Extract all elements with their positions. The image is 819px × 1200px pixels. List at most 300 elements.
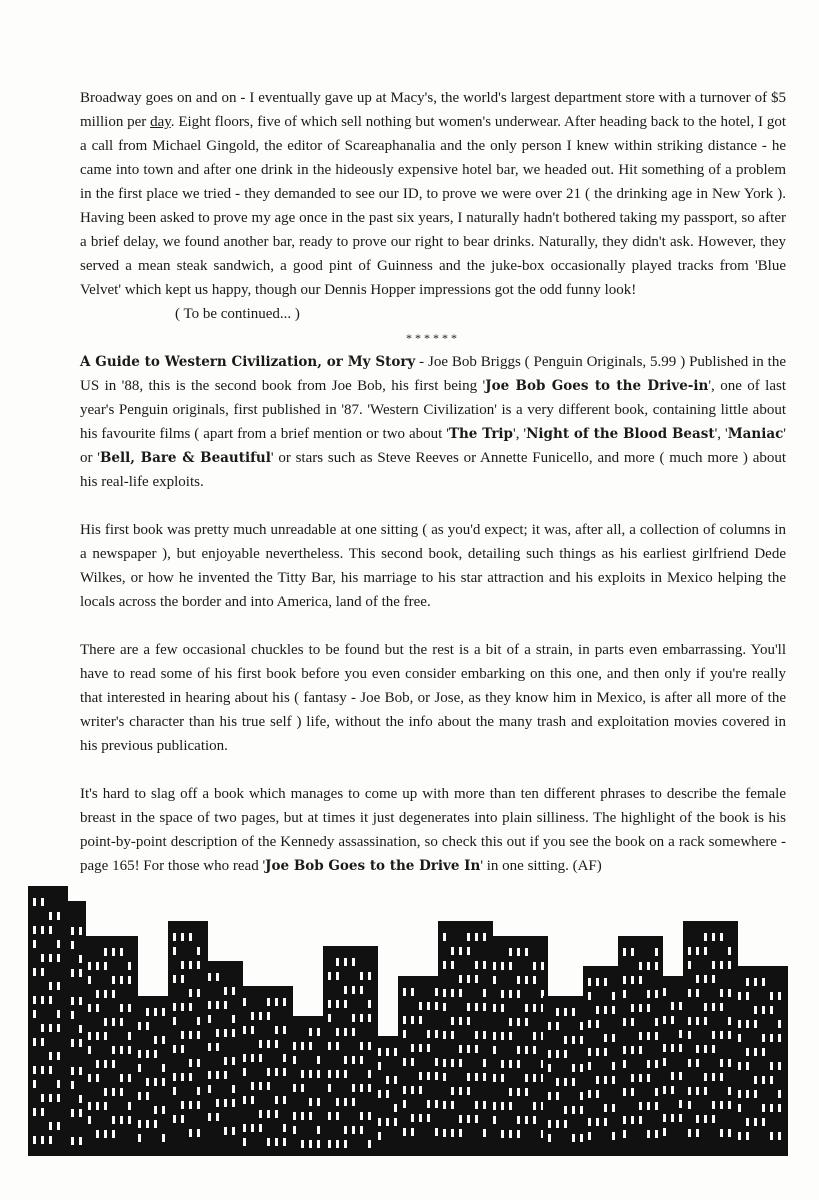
window <box>746 1062 749 1070</box>
window <box>720 1059 723 1067</box>
window <box>71 941 74 949</box>
window <box>663 1114 666 1122</box>
window <box>336 958 339 966</box>
text-run: . Eight floors, five of which sell nothing but women's underwear. After heading back to the hotel, I got a call from Michael Gingold, the editor of Scareaphanalia and the only person I knew within striking distance - he came into town and after one drink in the hideously expensive hotel bar, we headed out. Hit something of a problem in the first place we tried - they demanded to see our ID, to prove we were over 21 ( the drinking age in New York ). Having been asked to prove my age once in the past six years, I naturally hadn't bothered taking my passport, so after a brief delay, we found another bar, ready to prove our right to bear drinks. Naturally, they didn't ask. However, they served a mean steak sandwich, a good pint of Guinness and the juke-box occasionally played tracks from 'Blue Velvet' which kept us happy, though our Dennis Hopper impressions got the odd funny look! <box>80 114 786 298</box>
window <box>208 1071 211 1079</box>
review-paragraph-3 <box>80 638 786 758</box>
window <box>720 1003 723 1011</box>
window <box>770 1076 773 1084</box>
window <box>309 1042 312 1050</box>
window <box>533 1102 536 1110</box>
window <box>596 1006 599 1014</box>
window <box>267 1138 270 1146</box>
window <box>328 1070 331 1078</box>
window <box>501 1032 504 1040</box>
window <box>154 1120 157 1128</box>
window <box>427 1072 430 1080</box>
window <box>96 1004 99 1012</box>
window <box>41 996 44 1004</box>
window <box>704 975 707 983</box>
window <box>352 1056 355 1064</box>
window <box>224 1071 227 1079</box>
window <box>173 1087 176 1095</box>
window <box>631 1088 634 1096</box>
window <box>509 1060 512 1068</box>
text-run: It's hard to slag off a book which manages to come up with more than ten different phrases to describe the female breast in the space of two pages, but at times it just degenerates into plain silliness. The highlight of the book is his point-by-point description of the Kennedy assassination, so check this out if you see the book on a rack somewhere - page 165! For those who read ' <box>80 786 786 874</box>
travel-paragraph <box>80 86 786 302</box>
window <box>467 1115 470 1123</box>
window <box>128 1032 131 1040</box>
window <box>663 1044 666 1052</box>
window <box>138 1120 141 1128</box>
window <box>71 1067 74 1075</box>
window <box>483 1129 486 1137</box>
window <box>259 1124 262 1132</box>
window <box>704 1045 707 1053</box>
window <box>612 1104 615 1112</box>
window <box>746 1118 749 1126</box>
window <box>525 1046 528 1054</box>
window <box>79 1109 82 1117</box>
window <box>548 1022 551 1030</box>
window <box>467 1073 470 1081</box>
window <box>770 1104 773 1112</box>
window <box>738 1062 741 1070</box>
window <box>564 1008 567 1016</box>
window <box>679 1114 682 1122</box>
window <box>138 1064 141 1072</box>
window <box>208 1043 211 1051</box>
window <box>720 989 723 997</box>
window <box>517 1060 520 1068</box>
window <box>696 1017 699 1025</box>
window <box>146 1120 149 1128</box>
window <box>754 1006 757 1014</box>
window <box>483 1031 486 1039</box>
window <box>104 1032 107 1040</box>
window <box>580 1134 583 1142</box>
window <box>762 1076 765 1084</box>
window <box>548 1120 551 1128</box>
window <box>647 990 650 998</box>
window <box>623 1060 626 1068</box>
window <box>564 1106 567 1114</box>
window <box>33 926 36 934</box>
window <box>49 1066 52 1074</box>
window <box>224 1057 227 1065</box>
bold-title-text: Bell, Bare & Beautiful <box>99 450 271 466</box>
window <box>762 1048 765 1056</box>
window <box>251 1096 254 1104</box>
window <box>588 1048 591 1056</box>
window <box>309 1112 312 1120</box>
window <box>596 1020 599 1028</box>
window <box>728 947 731 955</box>
window <box>712 1073 715 1081</box>
window <box>631 1018 634 1026</box>
window <box>728 1129 731 1137</box>
window <box>403 988 406 996</box>
window <box>556 1092 559 1100</box>
window <box>293 1112 296 1120</box>
window <box>41 1136 44 1144</box>
window <box>778 1132 781 1140</box>
window <box>368 1014 371 1022</box>
window <box>154 1036 157 1044</box>
window <box>443 933 446 941</box>
window <box>197 1101 200 1109</box>
window <box>762 1006 765 1014</box>
window <box>368 1070 371 1078</box>
window <box>671 1002 674 1010</box>
window <box>419 1086 422 1094</box>
window <box>647 1074 650 1082</box>
window <box>704 1003 707 1011</box>
window <box>259 1012 262 1020</box>
window <box>267 1012 270 1020</box>
window <box>336 1140 339 1148</box>
section-separator: ****** <box>406 331 460 345</box>
window <box>720 1073 723 1081</box>
window <box>128 962 131 970</box>
window <box>459 975 462 983</box>
window <box>612 1034 615 1042</box>
window <box>301 1042 304 1050</box>
text-run: ' in one sitting. (AF) <box>480 858 602 874</box>
window <box>778 1034 781 1042</box>
window <box>533 962 536 970</box>
window <box>623 1046 626 1054</box>
window <box>631 976 634 984</box>
window <box>96 1060 99 1068</box>
window <box>232 1127 235 1135</box>
window <box>556 1120 559 1128</box>
window <box>181 1101 184 1109</box>
window <box>216 973 219 981</box>
window <box>493 1102 496 1110</box>
window <box>612 1006 615 1014</box>
window <box>181 1031 184 1039</box>
window <box>243 1096 246 1104</box>
window <box>243 1124 246 1132</box>
window <box>41 898 44 906</box>
window <box>770 1034 773 1042</box>
window <box>411 1114 414 1122</box>
window <box>612 1076 615 1084</box>
window <box>475 933 478 941</box>
window <box>509 1032 512 1040</box>
window <box>704 1017 707 1025</box>
window <box>243 1054 246 1062</box>
window <box>197 1129 200 1137</box>
window <box>556 1008 559 1016</box>
window <box>112 1088 115 1096</box>
window <box>564 1078 567 1086</box>
window <box>403 1058 406 1066</box>
window <box>344 1056 347 1064</box>
window <box>525 1018 528 1026</box>
text-run: Broadway goes on and on - I eventually gave up at Macy's, the world's largest department store with a turnover of $5 million per <box>80 90 786 130</box>
window <box>663 1086 666 1094</box>
window <box>604 1076 607 1084</box>
window <box>88 1004 91 1012</box>
window <box>275 1040 278 1048</box>
window <box>588 1118 591 1126</box>
window <box>533 1032 536 1040</box>
window <box>459 1129 462 1137</box>
window <box>588 1020 591 1028</box>
window <box>639 976 642 984</box>
window <box>128 1074 131 1082</box>
window <box>459 947 462 955</box>
window <box>411 1086 414 1094</box>
window <box>525 976 528 984</box>
window <box>728 1059 731 1067</box>
window <box>647 1060 650 1068</box>
window <box>49 1052 52 1060</box>
window <box>754 978 757 986</box>
window <box>712 1101 715 1109</box>
window <box>368 1084 371 1092</box>
window <box>162 1036 165 1044</box>
window <box>604 1118 607 1126</box>
window <box>49 912 52 920</box>
window <box>275 1138 278 1146</box>
window <box>120 1088 123 1096</box>
window <box>596 1076 599 1084</box>
window <box>655 1102 658 1110</box>
window <box>720 933 723 941</box>
window <box>639 1074 642 1082</box>
window <box>483 933 486 941</box>
window <box>663 1016 666 1024</box>
window <box>403 1100 406 1108</box>
window <box>419 1114 422 1122</box>
window <box>517 948 520 956</box>
window <box>754 1076 757 1084</box>
window <box>548 1134 551 1142</box>
window <box>588 992 591 1000</box>
window <box>79 1137 82 1145</box>
window <box>79 969 82 977</box>
window <box>154 1078 157 1086</box>
window <box>704 1087 707 1095</box>
text-run: ', ' <box>714 426 728 442</box>
window <box>509 1088 512 1096</box>
window <box>596 1090 599 1098</box>
window <box>548 1050 551 1058</box>
window <box>138 1022 141 1030</box>
window <box>267 1068 270 1076</box>
window <box>138 1134 141 1142</box>
window <box>556 1022 559 1030</box>
window <box>435 1030 438 1038</box>
window <box>679 1072 682 1080</box>
window <box>704 1073 707 1081</box>
window <box>360 1042 363 1050</box>
window <box>88 976 91 984</box>
window <box>309 1070 312 1078</box>
window <box>57 954 60 962</box>
window <box>104 1018 107 1026</box>
window <box>120 1018 123 1026</box>
window <box>696 1115 699 1123</box>
window <box>33 1010 36 1018</box>
window <box>588 1090 591 1098</box>
window <box>88 1102 91 1110</box>
window <box>655 1032 658 1040</box>
window <box>378 1118 381 1126</box>
window <box>403 1128 406 1136</box>
window <box>451 1101 454 1109</box>
window <box>728 1087 731 1095</box>
window <box>251 1054 254 1062</box>
window <box>435 1072 438 1080</box>
window <box>301 1070 304 1078</box>
window <box>688 1031 691 1039</box>
window <box>336 1000 339 1008</box>
window <box>762 1118 765 1126</box>
window <box>33 1080 36 1088</box>
window <box>79 955 82 963</box>
window <box>738 1090 741 1098</box>
window <box>344 1028 347 1036</box>
window <box>317 1070 320 1078</box>
window <box>88 1116 91 1124</box>
window <box>483 1059 486 1067</box>
window <box>427 1030 430 1038</box>
window <box>96 1102 99 1110</box>
window <box>451 961 454 969</box>
window <box>655 990 658 998</box>
window <box>49 1094 52 1102</box>
window <box>173 1115 176 1123</box>
window <box>738 1104 741 1112</box>
window <box>671 1114 674 1122</box>
window <box>275 1096 278 1104</box>
window <box>696 1045 699 1053</box>
window <box>738 1020 741 1028</box>
window <box>647 962 650 970</box>
text-run: His first book was pretty much unreadable at one sitting ( as you'd expect; it was, after all, a collection of columns in a newspaper ), but enjoyable nevertheless. This second book, detailing such things as his earliest girlfriend Dede Wilkes, or how he invented the Titty Bar, his marriage to his star attraction and his exploits in Mexico helping the locals across the border and into America, land of the free. <box>80 522 786 610</box>
window <box>120 1046 123 1054</box>
window <box>360 1126 363 1134</box>
window <box>754 1090 757 1098</box>
window <box>162 1106 165 1114</box>
window <box>679 1030 682 1038</box>
window <box>283 1096 286 1104</box>
window <box>419 1002 422 1010</box>
article-body <box>80 86 786 878</box>
window <box>224 1099 227 1107</box>
window <box>259 1040 262 1048</box>
window <box>770 1132 773 1140</box>
window <box>173 1045 176 1053</box>
window <box>154 1106 157 1114</box>
window <box>208 1015 211 1023</box>
window <box>138 1092 141 1100</box>
window <box>501 962 504 970</box>
window <box>443 961 446 969</box>
window <box>57 1010 60 1018</box>
window <box>328 1084 331 1092</box>
window <box>57 1024 60 1032</box>
window <box>631 1004 634 1012</box>
window <box>493 1004 496 1012</box>
window <box>493 1074 496 1082</box>
window <box>275 998 278 1006</box>
window <box>309 1028 312 1036</box>
window <box>208 1001 211 1009</box>
window <box>88 962 91 970</box>
window <box>33 1136 36 1144</box>
window <box>655 1060 658 1068</box>
window <box>360 986 363 994</box>
window <box>403 1016 406 1024</box>
window <box>588 1132 591 1140</box>
window <box>96 1130 99 1138</box>
window <box>162 1134 165 1142</box>
window <box>360 1084 363 1092</box>
window <box>604 978 607 986</box>
window <box>344 1140 347 1148</box>
window <box>501 1004 504 1012</box>
window <box>509 1102 512 1110</box>
window <box>79 1025 82 1033</box>
window <box>96 962 99 970</box>
window <box>688 1087 691 1095</box>
window <box>696 1129 699 1137</box>
window <box>435 1002 438 1010</box>
window <box>525 1088 528 1096</box>
window <box>483 1101 486 1109</box>
window <box>344 986 347 994</box>
window <box>216 1071 219 1079</box>
window <box>394 1076 397 1084</box>
window <box>162 1008 165 1016</box>
window <box>386 1118 389 1126</box>
window <box>564 1120 567 1128</box>
window <box>483 989 486 997</box>
window <box>663 988 666 996</box>
window <box>208 973 211 981</box>
window <box>517 976 520 984</box>
window <box>344 1098 347 1106</box>
window <box>71 927 74 935</box>
window <box>352 958 355 966</box>
window <box>301 1140 304 1148</box>
window <box>352 1098 355 1106</box>
window <box>738 1034 741 1042</box>
window <box>120 976 123 984</box>
window <box>655 1018 658 1026</box>
window <box>403 1086 406 1094</box>
window <box>596 1118 599 1126</box>
window <box>483 1073 486 1081</box>
window <box>679 1044 682 1052</box>
window <box>189 1073 192 1081</box>
window <box>344 958 347 966</box>
window <box>336 1112 339 1120</box>
window <box>671 1016 674 1024</box>
window <box>411 1016 414 1024</box>
window <box>696 1059 699 1067</box>
window <box>467 1045 470 1053</box>
window <box>267 1040 270 1048</box>
window <box>216 1029 219 1037</box>
bold-title-text: Joe Bob Goes to the Drive In <box>265 858 481 874</box>
window <box>104 990 107 998</box>
